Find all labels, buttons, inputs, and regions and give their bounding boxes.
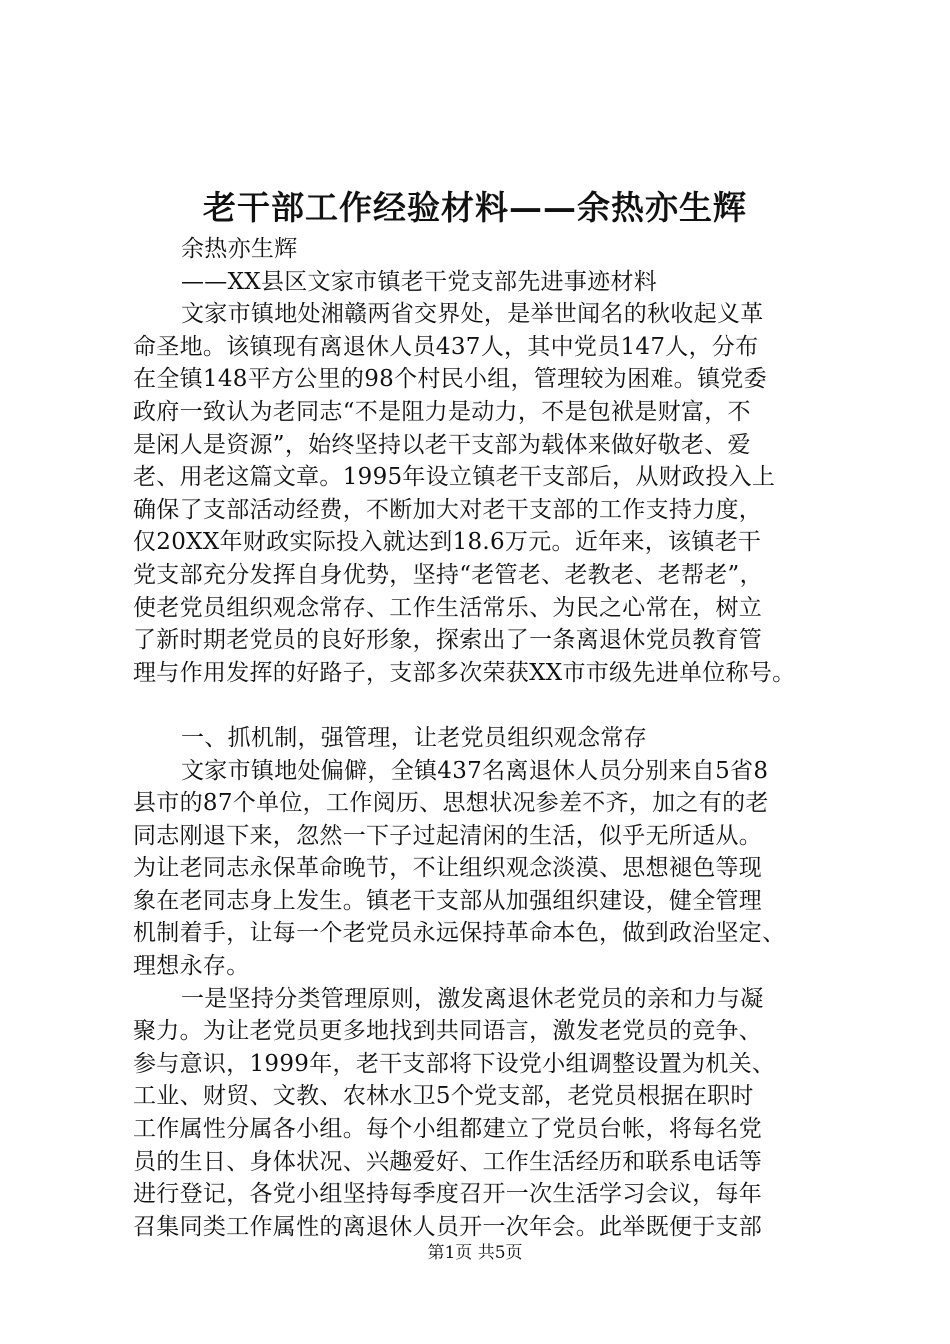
paragraph-line: 确保了支部活动经费，不断加大对老干支部的工作支持力度， <box>133 496 763 523</box>
paragraph-line: 工业、财贸、文教、农林水卫5个党支部，老党员根据在职时 <box>133 1083 754 1110</box>
paragraph-line: 参与意识，1999年，老干支部将下设党小组调整设置为机关、 <box>133 1050 776 1077</box>
paragraph-line: 为让老同志永保革命晚节，不让组织观念淡漠、思想褪色等现 <box>133 855 763 882</box>
paragraph-line: 员的生日、身体状况、兴趣爱好、工作生活经历和联系电话等 <box>133 1148 763 1175</box>
document-title: 老干部工作经验材料——余热亦生辉 <box>203 188 747 227</box>
paragraph-line: 使老党员组织观念常存、工作生活常乐、为民之心常在，树立 <box>133 594 763 621</box>
paragraph-line: 一是坚持分类管理原则，激发离退休老党员的亲和力与凝 <box>181 985 764 1012</box>
subtitle-line: ——XX县区文家市镇老干党支部先进事迹材料 <box>181 268 658 295</box>
paragraph-line: 同志刚退下来，忽然一下子过起清闲的生活，似乎无所适从。 <box>133 822 763 849</box>
paragraph-line: 召集同类工作属性的离退休人员开一次年会。此举既便于支部 <box>133 1213 763 1240</box>
paragraph-line: 命圣地。该镇现有离退休人员437人，其中党员147人，分布 <box>133 333 759 360</box>
paragraph-line: 老、用老这篇文章。1995年设立镇老干支部后，从财政投入上 <box>133 464 776 491</box>
paragraph-line: 进行登记，各党小组坚持每季度召开一次生活学习会议，每年 <box>133 1181 763 1208</box>
paragraph-spacer <box>133 689 833 722</box>
paragraph-line: 政府一致认为老同志“不是阻力是动力，不是包袱是财富，不 <box>133 398 751 425</box>
paragraph-line: 理想永存。 <box>133 953 250 980</box>
paragraph-line: 文家市镇地处偏僻，全镇437名离退休人员分别来自5省8 <box>181 757 769 784</box>
paragraph-line: 仅20XX年财政实际投入就达到18.6万元。近年来，该镇老干 <box>133 529 762 556</box>
paragraph-line: 工作属性分属各小组。每个小组都建立了党员台帐，将每名党 <box>133 1116 763 1143</box>
paragraph-line: 了新时期老党员的良好形象，探索出了一条离退休党员教育管 <box>133 627 763 654</box>
document-body <box>133 233 833 1243</box>
paragraph-line: 象在老同志身上发生。镇老干支部从加强组织建设，健全管理 <box>133 887 763 914</box>
section-heading: 一、抓机制，强管理，让老党员组织观念常存 <box>181 724 647 751</box>
paragraph-line: 理与作用发挥的好路子，支部多次荣获XX市市级先进单位称号。 <box>133 659 796 686</box>
paragraph-line: 县市的87个单位，工作阅历、思想状况参差不齐，加之有的老 <box>133 790 769 817</box>
paragraph-line: 机制着手，让每一个老党员永远保持革命本色，做到政治坚定、 <box>133 920 786 947</box>
paragraph-line: 在全镇148平方公里的98个村民小组，管理较为困难。镇党委 <box>133 366 767 393</box>
paragraph-line: 是闲人是资源”，始终坚持以老干支部为载体来做好敬老、爱 <box>133 431 751 458</box>
paragraph-line: 聚力。为让老党员更多地找到共同语言，激发老党员的竞争、 <box>133 1018 763 1045</box>
page-number-footer: 第1页 共5页 <box>427 1243 523 1263</box>
subtitle-line: 余热亦生辉 <box>181 236 298 262</box>
paragraph-line: 文家市镇地处湘赣两省交界处，是举世闻名的秋收起义革 <box>181 301 764 328</box>
paragraph-line: 党支部充分发挥自身优势，坚持“老管老、老教老、老帮老”， <box>133 561 763 588</box>
